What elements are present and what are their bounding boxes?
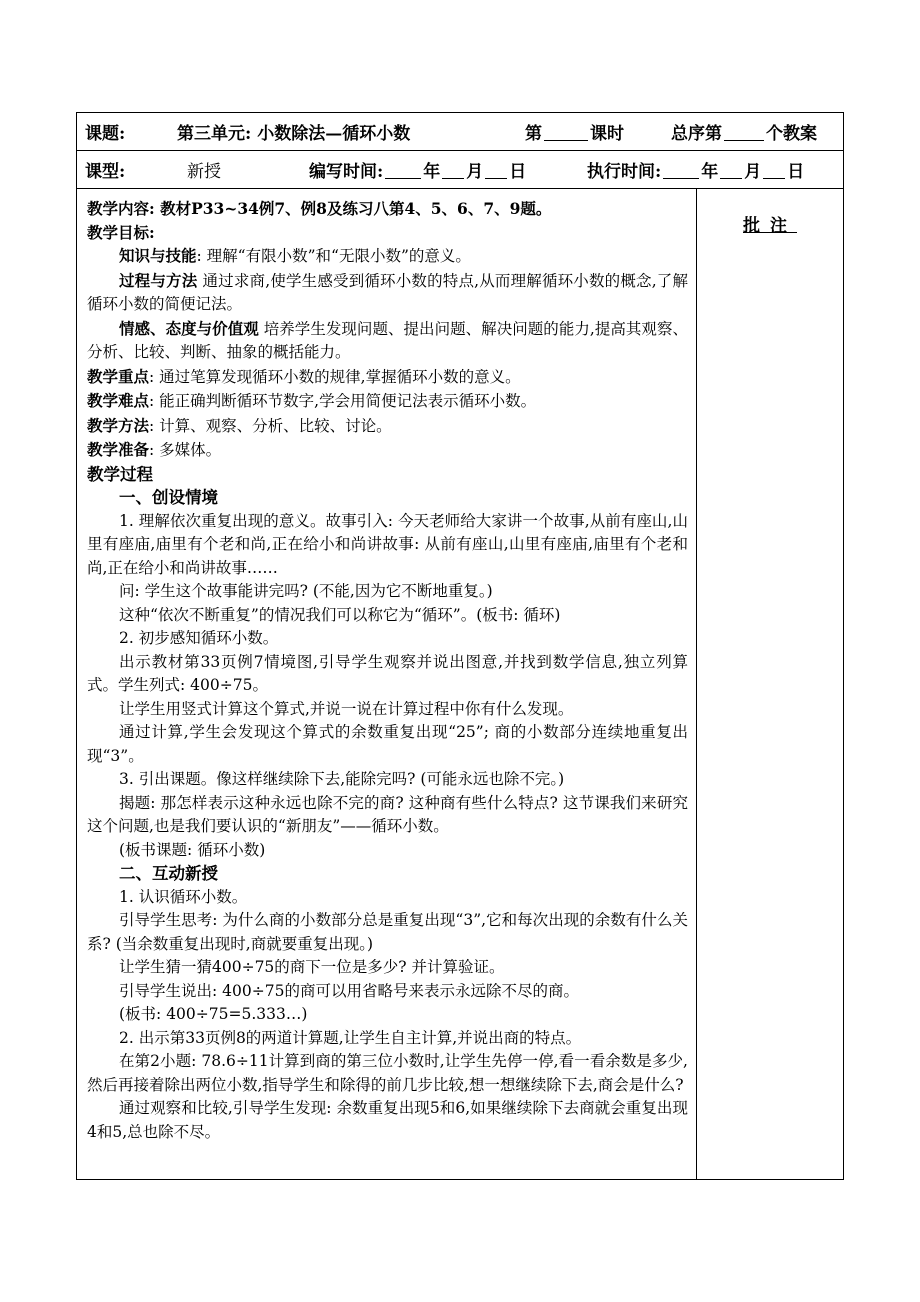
teaching-prep-label: 教学准备 xyxy=(87,440,150,459)
write-year-label: 年 xyxy=(423,162,441,182)
paragraph: 让学生猜一猜400÷75的商下一位是多少? 并计算验证。 xyxy=(119,958,505,976)
order-number-field xyxy=(671,113,817,150)
objective-process-text: 通过求商,使学生感受到循环小数的特点,从而理解循环小数的概念,了解循环小数的简便记法。 xyxy=(87,271,688,313)
difficult-point-text: : 能正确判断循环节数字,学会用简便记法表示循环小数。 xyxy=(149,392,537,410)
write-month-label: 月 xyxy=(466,162,484,182)
process-title: 教学过程 xyxy=(87,464,153,484)
write-month-blank[interactable] xyxy=(442,160,464,179)
paragraph: 2. 出示第33页例8的两道计算题,让学生自主计算,并说出商的特点。 xyxy=(119,1028,582,1047)
annotation-column xyxy=(697,189,843,1179)
paragraph: 在第2小题: 78.6÷11计算到商的第三位小数时,让学生先停一停,看一看余数是多少,然后再接着除出两位小数,指导学生和除得的前几步比较,想一想继续除下去,商会是什么? xyxy=(87,1052,688,1094)
section-1-title: 一、创设情境 xyxy=(119,488,218,507)
difficult-point-label: 教学难点 xyxy=(87,391,150,410)
paragraph: 这种“依次不断重复”的情况我们可以称它为“循环”。(板书: 循环) xyxy=(119,605,561,624)
objective-attitude xyxy=(87,317,688,365)
lesson-number-field xyxy=(525,113,624,150)
paragraph: 3. 引出课题。像这样继续除下去,能除完吗? (可能永远也除不完。) xyxy=(119,770,565,788)
section-2-title: 二、互动新授 xyxy=(119,864,218,883)
exec-day-blank[interactable] xyxy=(763,160,785,179)
order-prefix: 总序第 xyxy=(671,124,722,144)
objectives-title: 教学目标: xyxy=(87,222,155,242)
lesson-number-blank[interactable] xyxy=(544,122,588,141)
exec-month-blank[interactable] xyxy=(720,160,742,179)
teaching-prep xyxy=(87,438,688,463)
exec-time-label: 执行时间: xyxy=(587,162,662,182)
key-point-text: : 通过笔算发现循环小数的规律,掌握循环小数的意义。 xyxy=(149,367,521,386)
write-day-label: 日 xyxy=(509,162,527,182)
header-row-type xyxy=(77,151,843,189)
paragraph: 通过计算,学生会发现这个算式的余数重复出现“25”; 商的小数部分连续地重复出现“3”。 xyxy=(87,723,688,765)
lesson-plan-table xyxy=(76,112,844,1180)
write-year-blank[interactable] xyxy=(385,160,421,179)
exec-day-label: 日 xyxy=(787,162,805,182)
paragraph: 让学生用竖式计算这个算式,并说一说在计算过程中你有什么发现。 xyxy=(119,699,574,718)
objective-knowledge-label: 知识与技能 xyxy=(119,246,197,265)
order-suffix: 个教案 xyxy=(766,124,817,144)
exec-year-label: 年 xyxy=(701,162,719,182)
paragraph: 引导学生说出: 400÷75的商可以用省略号来表示永远除不尽的商。 xyxy=(119,981,579,1000)
paragraph: (板书课题: 循环小数) xyxy=(119,840,266,859)
objective-knowledge xyxy=(87,244,688,269)
write-time-field xyxy=(309,151,526,188)
paragraph: 2. 初步感知循环小数。 xyxy=(119,629,279,647)
teaching-method xyxy=(87,414,688,439)
exec-year-blank[interactable] xyxy=(663,160,699,179)
paragraph: 1. 理解依次重复出现的意义。故事引入: 今天老师给大家讲一个故事,从前有座山,山里有座庙,庙里有个老和尚,正在给小和尚讲故事: 从前有座山,山里有座庙,庙里有个老和尚,正在给小和尚讲故事…… xyxy=(87,511,688,577)
exec-time-field xyxy=(587,151,804,188)
order-number-blank[interactable] xyxy=(724,122,764,141)
objective-process xyxy=(87,269,688,317)
teaching-method-label: 教学方法 xyxy=(87,415,150,435)
key-point xyxy=(87,365,688,390)
teaching-content: 教学内容: 教材P33~34例7、例8及练习八第4、5、6、7、9题。 xyxy=(87,199,552,218)
lesson-content xyxy=(77,189,697,1179)
annotation-title: 批注 xyxy=(743,216,797,236)
objective-attitude-label: 情感、态度与价值观 xyxy=(119,318,259,338)
lesson-suffix: 课时 xyxy=(590,124,624,144)
objective-attitude-text: 培养学生发现问题、提出问题、解决问题的能力,提高其观察、分析、比较、判断、抽象的概括能力。 xyxy=(87,319,688,361)
topic-value: 第三单元: 小数除法—循环小数 xyxy=(177,124,411,144)
write-time-label: 编写时间: xyxy=(309,162,384,182)
header-row-topic xyxy=(77,113,843,151)
topic-label: 课题: xyxy=(85,124,126,144)
type-value: 新授 xyxy=(187,162,221,182)
paragraph: 引导学生思考: 为什么商的小数部分总是重复出现“3”,它和每次出现的余数有什么关系? (当余数重复出现时,商就要重复出现。) xyxy=(87,911,688,953)
teaching-prep-text: : 多媒体。 xyxy=(149,441,222,459)
type-label: 课型: xyxy=(85,162,126,182)
exec-month-label: 月 xyxy=(744,162,762,182)
objective-process-label: 过程与方法 xyxy=(119,270,198,290)
paragraph: 揭题: 那怎样表示这种永远也除不完的商? 这种商有些什么特点? 这节课我们来研究这个问题,也是我们要认识的“新朋友”——循环小数。 xyxy=(87,793,688,835)
paragraph: 1. 认识循环小数。 xyxy=(119,887,248,906)
paragraph: 出示教材第33页例7情境图,引导学生观察并说出图意,并找到数学信息,独立列算式。学生列式: 400÷75。 xyxy=(87,652,688,694)
key-point-label: 教学重点 xyxy=(87,366,150,386)
paragraph: 问: 学生这个故事能讲完吗? (不能,因为它不断地重复。) xyxy=(119,582,493,600)
lesson-prefix: 第 xyxy=(525,124,542,144)
teaching-method-text: : 计算、观察、分析、比较、讨论。 xyxy=(149,416,392,435)
write-day-blank[interactable] xyxy=(485,160,507,179)
paragraph: (板书: 400÷75=5.333…) xyxy=(119,1005,308,1023)
paragraph: 通过观察和比较,引导学生发现: 余数重复出现5和6,如果继续除下去商就会重复出现4和5,总也除不尽。 xyxy=(87,1099,688,1141)
difficult-point xyxy=(87,389,688,414)
objective-knowledge-text: : 理解“有限小数”和“无限小数”的意义。 xyxy=(196,247,471,265)
